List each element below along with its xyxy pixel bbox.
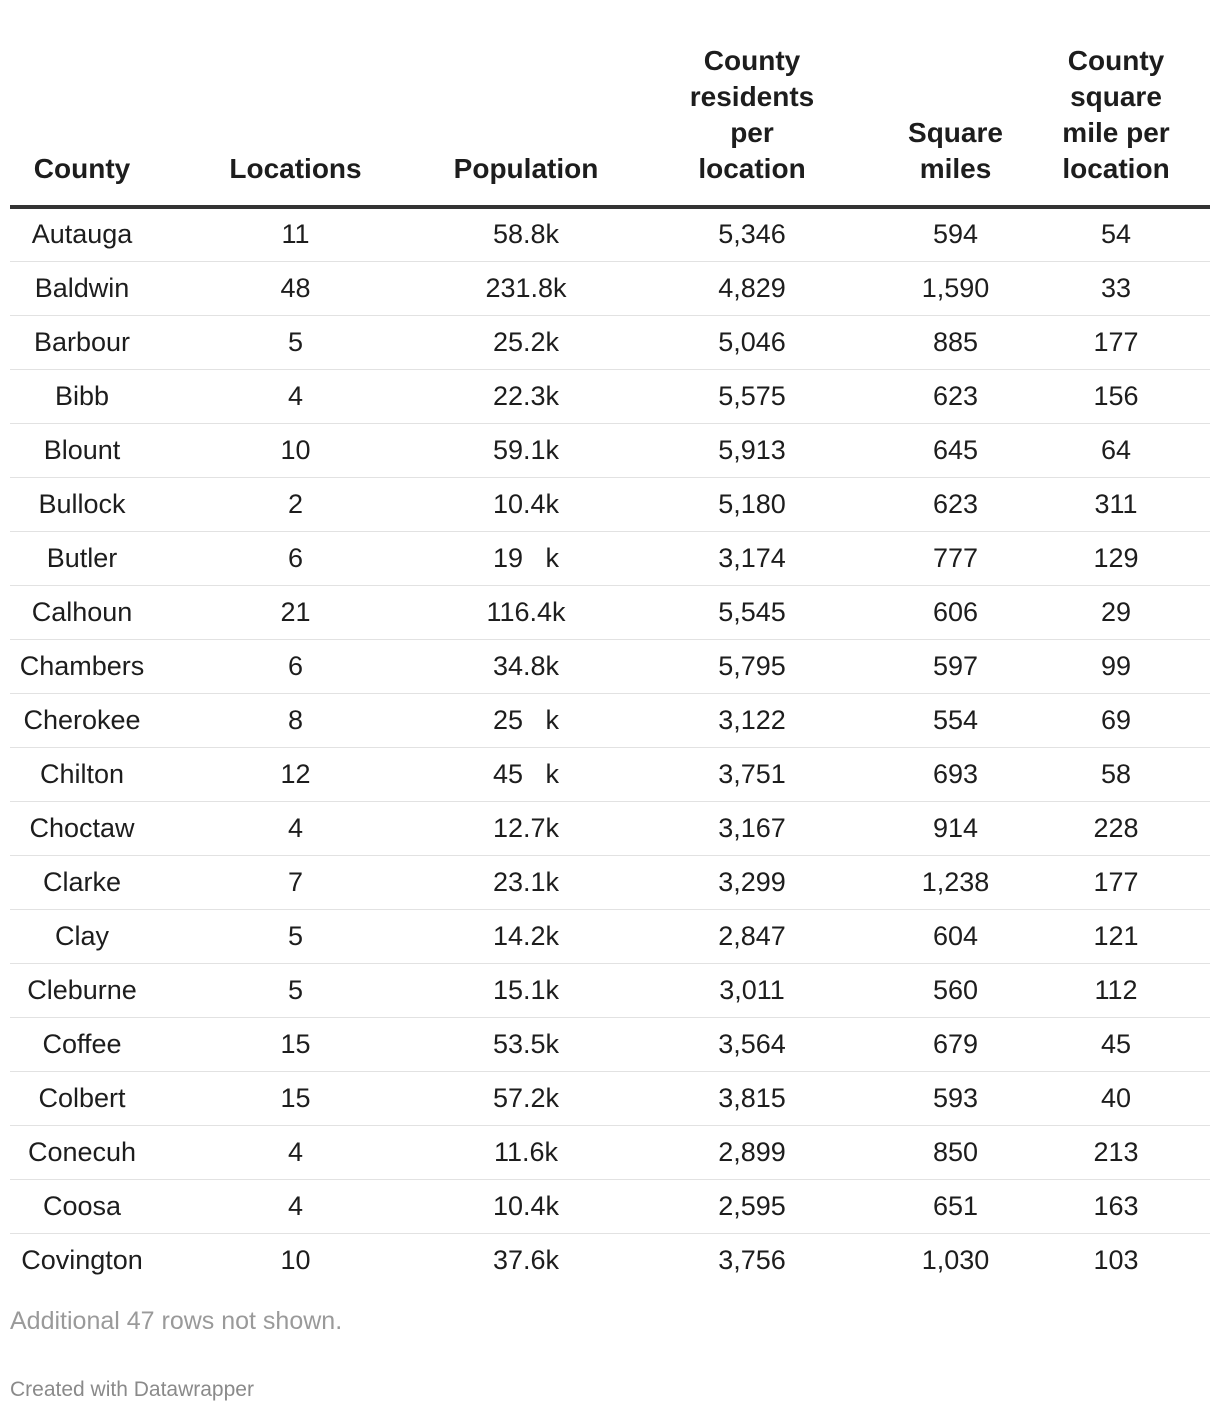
header-line: Locations xyxy=(229,153,362,184)
square-miles-cell: 606 xyxy=(889,585,1022,639)
residents-per-location-cell: 5,180 xyxy=(615,477,889,531)
table-row xyxy=(10,423,1210,477)
residents-per-location-cell: 3,751 xyxy=(615,747,889,801)
table-row xyxy=(10,1125,1210,1179)
locations-cell: 11 xyxy=(154,207,437,261)
county-cell: Clay xyxy=(10,909,154,963)
locations-cell: 7 xyxy=(154,855,437,909)
square-miles-cell: 651 xyxy=(889,1179,1022,1233)
residents-per-location-cell: 3,299 xyxy=(615,855,889,909)
population-cell: 22.3k xyxy=(437,369,615,423)
table-row xyxy=(10,801,1210,855)
header-line: residents xyxy=(689,81,815,112)
square-mile-per-location-cell: 177 xyxy=(1022,315,1210,369)
table-row xyxy=(10,369,1210,423)
county-locations-table xyxy=(10,0,1210,1287)
column-header-county[interactable] xyxy=(10,0,154,207)
residents-per-location-cell: 5,545 xyxy=(615,585,889,639)
locations-cell: 4 xyxy=(154,1125,437,1179)
square-miles-cell: 914 xyxy=(889,801,1022,855)
county-cell: Autauga xyxy=(10,207,154,261)
population-cell: 25.2k xyxy=(437,315,615,369)
county-cell: Choctaw xyxy=(10,801,154,855)
square-miles-cell: 604 xyxy=(889,909,1022,963)
square-mile-per-location-cell: 228 xyxy=(1022,801,1210,855)
square-miles-cell: 597 xyxy=(889,639,1022,693)
square-mile-per-location-cell: 29 xyxy=(1022,585,1210,639)
square-miles-cell: 645 xyxy=(889,423,1022,477)
residents-per-location-cell: 2,595 xyxy=(615,1179,889,1233)
locations-cell: 48 xyxy=(154,261,437,315)
table-row xyxy=(10,1071,1210,1125)
locations-cell: 6 xyxy=(154,531,437,585)
population-cell: 116.4k xyxy=(437,585,615,639)
county-cell: Butler xyxy=(10,531,154,585)
residents-per-location-cell: 3,815 xyxy=(615,1071,889,1125)
square-mile-per-location-cell: 99 xyxy=(1022,639,1210,693)
square-mile-per-location-cell: 129 xyxy=(1022,531,1210,585)
table-row xyxy=(10,315,1210,369)
data-table-container xyxy=(10,0,1210,1287)
header-line: County xyxy=(33,153,131,184)
square-miles-cell: 593 xyxy=(889,1071,1022,1125)
population-cell: 231.8k xyxy=(437,261,615,315)
rows-not-shown-note: Additional 47 rows not shown. xyxy=(10,1307,343,1335)
table-row xyxy=(10,1233,1210,1287)
square-mile-per-location-cell: 69 xyxy=(1022,693,1210,747)
locations-cell: 4 xyxy=(154,369,437,423)
population-cell: 11.6k xyxy=(437,1125,615,1179)
square-miles-cell: 554 xyxy=(889,693,1022,747)
square-miles-cell: 560 xyxy=(889,963,1022,1017)
residents-per-location-cell: 2,899 xyxy=(615,1125,889,1179)
column-header-square-mile-per-location[interactable] xyxy=(1022,0,1210,207)
county-cell: Barbour xyxy=(10,315,154,369)
county-cell: Cleburne xyxy=(10,963,154,1017)
header-line: County xyxy=(1067,45,1165,76)
residents-per-location-cell: 3,011 xyxy=(615,963,889,1017)
square-mile-per-location-cell: 58 xyxy=(1022,747,1210,801)
square-miles-cell: 777 xyxy=(889,531,1022,585)
square-miles-cell: 1,030 xyxy=(921,1244,990,1275)
county-cell: Colbert xyxy=(10,1071,154,1125)
table-row xyxy=(10,639,1210,693)
square-mile-per-location-cell: 213 xyxy=(1022,1125,1210,1179)
square-mile-per-location-cell: 311 xyxy=(1022,477,1210,531)
square-miles-cell: 850 xyxy=(889,1125,1022,1179)
population-cell: 15.1k xyxy=(437,963,615,1017)
population-cell: 45 k xyxy=(437,747,615,801)
population-cell: 12.7k xyxy=(437,801,615,855)
datawrapper-credit: Created with Datawrapper xyxy=(10,1378,254,1401)
header-line: Square xyxy=(908,117,1003,148)
square-miles-cell: 594 xyxy=(889,207,1022,261)
locations-cell: 5 xyxy=(154,909,437,963)
table-row xyxy=(10,963,1210,1017)
square-mile-per-location-cell: 156 xyxy=(1022,369,1210,423)
population-cell: 19 k xyxy=(437,531,615,585)
county-cell: Bullock xyxy=(10,477,154,531)
square-mile-per-location-cell: 112 xyxy=(1022,963,1210,1017)
county-cell: Blount xyxy=(10,423,154,477)
square-mile-per-location-cell: 64 xyxy=(1022,423,1210,477)
county-cell: Conecuh xyxy=(10,1125,154,1179)
locations-cell: 8 xyxy=(154,693,437,747)
locations-cell: 15 xyxy=(154,1071,437,1125)
residents-per-location-cell: 3,564 xyxy=(615,1017,889,1071)
square-miles-cell: 885 xyxy=(889,315,1022,369)
table-row xyxy=(10,693,1210,747)
square-miles-cell: 679 xyxy=(889,1017,1022,1071)
residents-per-location-cell: 4,829 xyxy=(615,261,889,315)
header-line: County xyxy=(703,45,801,76)
square-mile-per-location-cell: 54 xyxy=(1022,207,1210,261)
county-cell: Coosa xyxy=(10,1179,154,1233)
population-cell: 14.2k xyxy=(437,909,615,963)
column-header-population[interactable] xyxy=(437,0,615,207)
square-miles-cell: 623 xyxy=(889,369,1022,423)
table-row xyxy=(10,585,1210,639)
residents-per-location-cell: 5,346 xyxy=(615,207,889,261)
locations-cell: 15 xyxy=(154,1017,437,1071)
population-cell: 25 k xyxy=(437,693,615,747)
locations-cell: 4 xyxy=(154,801,437,855)
table-row xyxy=(10,207,1210,261)
residents-per-location-cell: 3,122 xyxy=(615,693,889,747)
header-line: location xyxy=(698,153,806,184)
locations-cell: 5 xyxy=(154,963,437,1017)
locations-cell: 10 xyxy=(154,423,437,477)
table-body xyxy=(10,207,1210,1287)
square-mile-per-location-cell: 45 xyxy=(1022,1017,1210,1071)
square-miles-cell: 623 xyxy=(889,477,1022,531)
table-row xyxy=(10,909,1210,963)
header-line: miles xyxy=(919,153,992,184)
population-cell: 53.5k xyxy=(437,1017,615,1071)
table-row xyxy=(10,477,1210,531)
column-header-square-miles[interactable] xyxy=(889,0,1022,207)
square-mile-per-location-cell: 163 xyxy=(1022,1179,1210,1233)
residents-per-location-cell: 5,575 xyxy=(615,369,889,423)
square-miles-cell: 693 xyxy=(889,747,1022,801)
population-cell: 57.2k xyxy=(437,1071,615,1125)
table-row xyxy=(10,531,1210,585)
residents-per-location-cell: 5,913 xyxy=(615,423,889,477)
residents-per-location-cell: 5,046 xyxy=(615,315,889,369)
square-mile-per-location-cell: 40 xyxy=(1022,1071,1210,1125)
table-row xyxy=(10,1017,1210,1071)
table-row xyxy=(10,261,1210,315)
county-cell: Coffee xyxy=(10,1017,154,1071)
county-cell: Cherokee xyxy=(10,693,154,747)
residents-per-location-cell: 3,167 xyxy=(615,801,889,855)
header-line: mile per xyxy=(1062,117,1170,148)
county-cell: Covington xyxy=(21,1244,143,1275)
table-header-row xyxy=(10,0,1210,207)
residents-per-location-cell: 3,174 xyxy=(615,531,889,585)
locations-cell: 4 xyxy=(154,1179,437,1233)
locations-cell: 6 xyxy=(154,639,437,693)
column-header-locations[interactable] xyxy=(154,0,437,207)
residents-per-location-cell: 2,847 xyxy=(615,909,889,963)
county-cell: Chambers xyxy=(10,639,154,693)
square-miles-cell: 1,590 xyxy=(889,261,1022,315)
population-cell: 58.8k xyxy=(437,207,615,261)
locations-cell: 12 xyxy=(154,747,437,801)
square-mile-per-location-cell: 33 xyxy=(1022,261,1210,315)
square-mile-per-location-cell: 103 xyxy=(1093,1244,1139,1275)
header-line: Population xyxy=(453,153,599,184)
residents-per-location-cell: 5,795 xyxy=(615,639,889,693)
population-cell: 34.8k xyxy=(437,639,615,693)
header-line: per xyxy=(730,117,774,148)
population-cell: 23.1k xyxy=(437,855,615,909)
header-line: location xyxy=(1062,153,1170,184)
table-row xyxy=(10,855,1210,909)
locations-cell: 10 xyxy=(280,1244,311,1275)
population-cell: 37.6k xyxy=(492,1244,560,1275)
county-cell: Baldwin xyxy=(10,261,154,315)
square-mile-per-location-cell: 121 xyxy=(1022,909,1210,963)
column-header-residents-per-location[interactable] xyxy=(615,0,889,207)
square-mile-per-location-cell: 177 xyxy=(1022,855,1210,909)
county-cell: Calhoun xyxy=(10,585,154,639)
locations-cell: 5 xyxy=(154,315,437,369)
county-cell: Chilton xyxy=(10,747,154,801)
county-cell: Bibb xyxy=(10,369,154,423)
locations-cell: 21 xyxy=(154,585,437,639)
residents-per-location-cell: 3,756 xyxy=(718,1244,786,1275)
square-miles-cell: 1,238 xyxy=(889,855,1022,909)
locations-cell: 2 xyxy=(154,477,437,531)
population-cell: 10.4k xyxy=(437,1179,615,1233)
population-cell: 59.1k xyxy=(437,423,615,477)
table-row xyxy=(10,747,1210,801)
population-cell: 10.4k xyxy=(437,477,615,531)
table-row xyxy=(10,1179,1210,1233)
county-cell: Clarke xyxy=(10,855,154,909)
header-line: square xyxy=(1070,81,1162,112)
